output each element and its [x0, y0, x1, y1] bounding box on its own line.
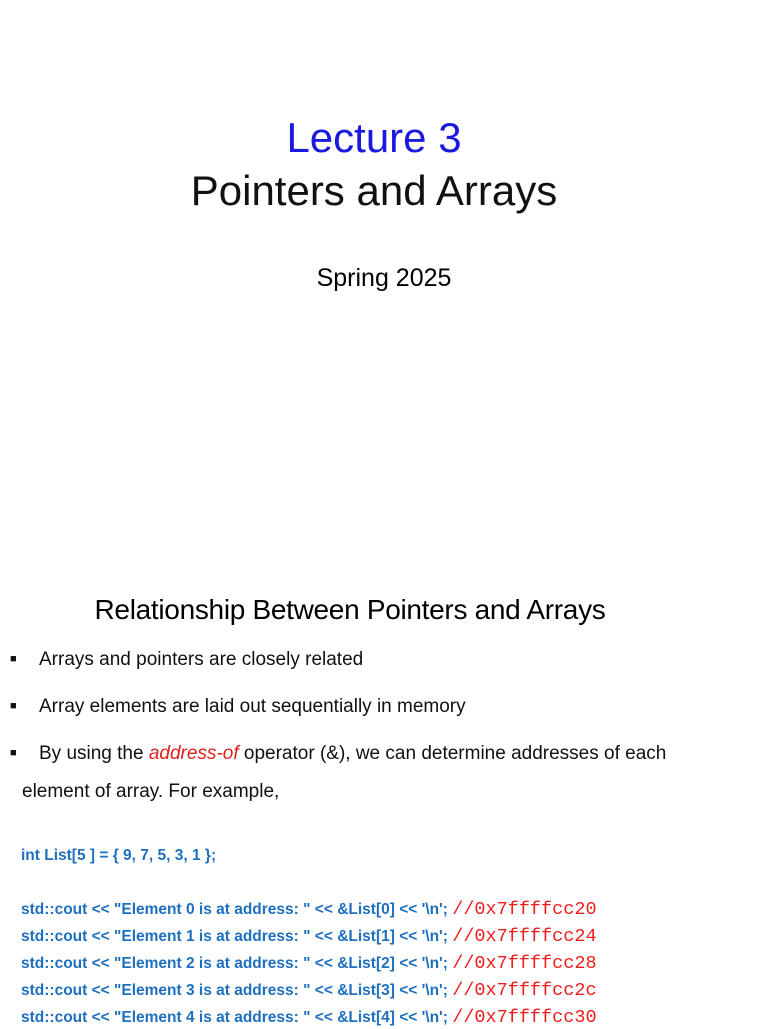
code-comment: //0x7ffffcc24: [452, 926, 597, 947]
code-line: [21, 899, 597, 921]
bullet-square-icon: ■: [10, 747, 17, 759]
lecture-title: Pointers and Arrays: [190, 167, 558, 214]
code-line: [21, 1007, 597, 1029]
bullet-text: Array elements are laid out sequentially in memory: [39, 696, 466, 717]
bullet-text-after: operator (&), we can determine addresses of each: [238, 743, 667, 764]
code-comment: //0x7ffffcc28: [452, 953, 597, 974]
bullet-text: Arrays and pointers are closely related: [39, 649, 364, 670]
code-line: [21, 926, 597, 948]
code-statement: std::cout << "Element 0 is at address: " << &List[0] << '\n';: [21, 901, 453, 918]
bullet-text-before: By using the: [39, 743, 149, 764]
emphasized-term: address-of: [148, 743, 239, 764]
content-slide: [0, 560, 768, 1028]
code-line: [21, 980, 597, 1002]
code-statement: std::cout << "Element 1 is at address: " << &List[1] << '\n';: [21, 928, 453, 945]
bullet-square-icon: ■: [10, 700, 17, 712]
term-label: Spring 2025: [316, 264, 452, 292]
code-comment: //0x7ffffcc30: [452, 1007, 597, 1028]
code-declaration: int List[5 ] = { 9, 7, 5, 3, 1 };: [21, 847, 217, 864]
code-statement: std::cout << "Element 3 is at address: " << &List[3] << '\n';: [21, 982, 453, 999]
code-statement: std::cout << "Element 2 is at address: " << &List[2] << '\n';: [21, 955, 453, 972]
bullet-square-icon: ■: [10, 653, 17, 665]
code-line: [21, 953, 597, 975]
code-comment: //0x7ffffcc2c: [452, 980, 597, 1001]
code-statement: std::cout << "Element 4 is at address: " << &List[4] << '\n';: [21, 1009, 453, 1026]
lecture-number: Lecture 3: [286, 114, 462, 161]
code-comment: //0x7ffffcc20: [452, 899, 597, 920]
bullet-continuation: element of array. For example,: [22, 781, 280, 802]
bullet-item: [10, 646, 750, 673]
bullet-item: [10, 740, 750, 767]
slide-heading: Relationship Between Pointers and Arrays: [94, 594, 606, 625]
bullet-item: [10, 693, 750, 720]
